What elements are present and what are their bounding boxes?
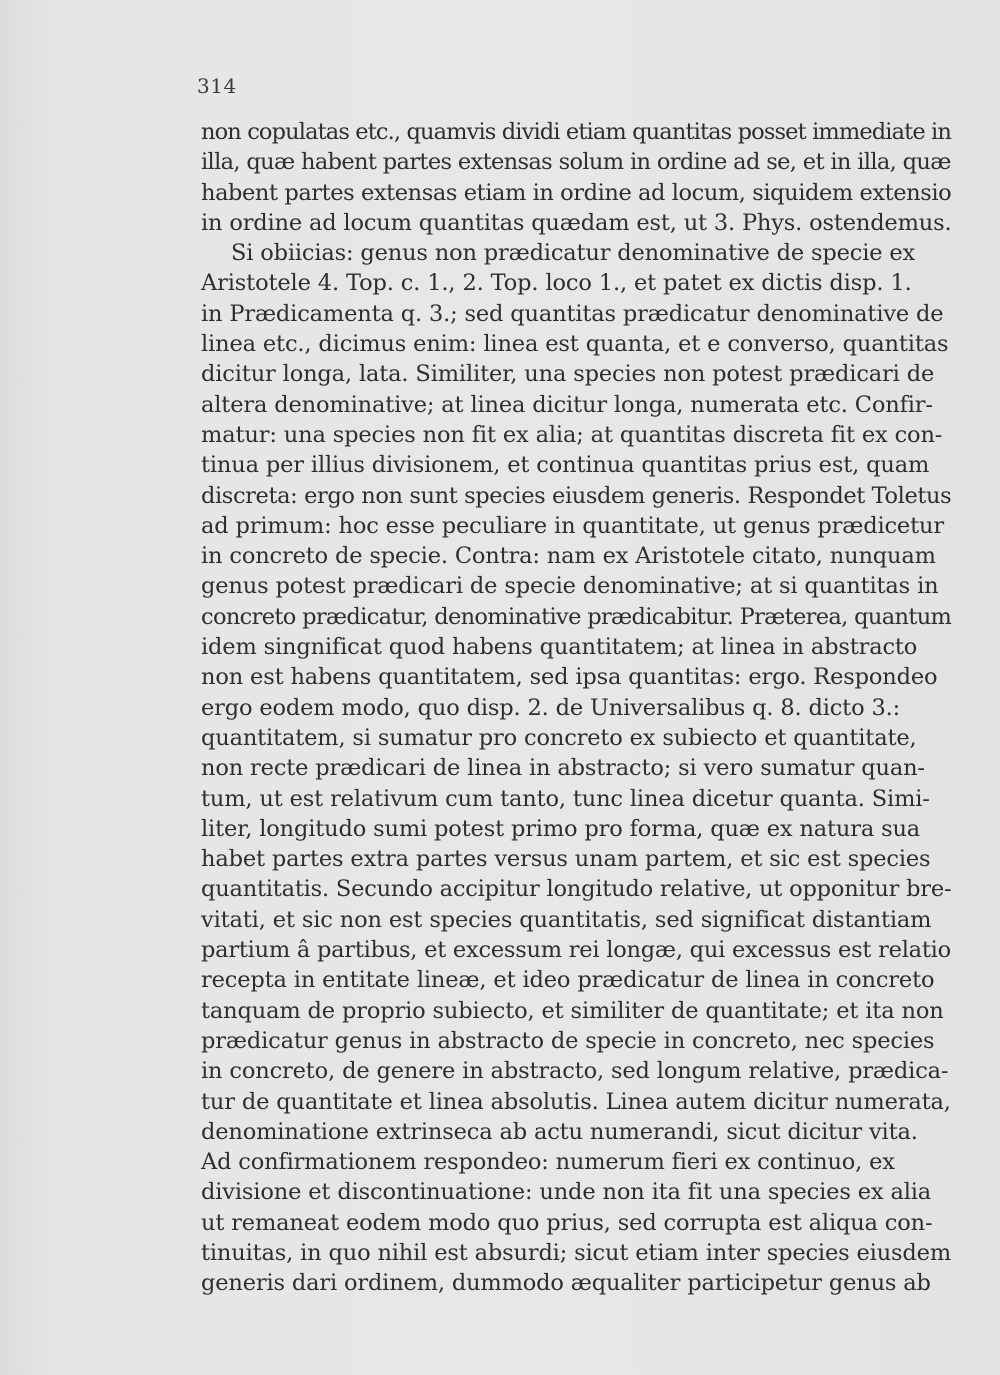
text-line: non recte prædicari de linea in abstracto; si vero sumatur quan- [201, 755, 925, 782]
text-line: linea etc., dicimus enim: linea est quanta, et e converso, quantitas [201, 331, 949, 358]
text-line: illa, quæ habent partes extensas solum in ordine ad se, et in illa, quæ [201, 149, 951, 176]
body-text [201, 117, 961, 1299]
text-line: tinua per illius divisionem, et continua quantitas prius est, quam [201, 452, 930, 479]
text-line: non copulatas etc., quamvis dividi etiam quantitas posset immediate in [201, 119, 952, 145]
text-line: habent partes extensas etiam in ordine ad locum, siquidem extensio [201, 179, 952, 206]
text-line: denominatione extrinseca ab actu numerandi, sicut dicitur vita. [201, 1118, 918, 1145]
text-line: in concreto, de genere in abstracto, sed longum relative, prædica- [201, 1058, 949, 1085]
text-line: Ad confirmationem respondeo: numerum fieri ex continuo, ex [201, 1149, 895, 1176]
text-line: recepta in entitate lineæ, et ideo prædicatur de linea in concreto [201, 967, 935, 994]
text-line: in Prædicamenta q. 3.; sed quantitas prædicatur denominative de [201, 300, 944, 327]
text-line: quantitatem, si sumatur pro concreto ex subiecto et quantitate, [201, 724, 917, 751]
text-line: ut remaneat eodem modo quo prius, sed corrupta est aliqua con- [201, 1209, 933, 1236]
text-line: liter, longitudo sumi potest primo pro forma, quæ ex natura sua [201, 815, 921, 842]
text-line: habet partes extra partes versus unam partem, et sic est species [201, 846, 931, 873]
text-line: partium â partibus, et excessum rei longæ, qui excessus est relatio [201, 937, 951, 964]
text-line: in ordine ad locum quantitas quædam est, ut 3. Phys. ostendemus. [201, 209, 952, 236]
text-line: tanquam de proprio subiecto, et similiter de quantitate; et ita non [201, 997, 944, 1024]
text-line: generis dari ordinem, dummodo æqualiter participetur genus ab [201, 1270, 931, 1297]
text-line: altera denominative; at linea dicitur longa, numerata etc. Confir- [201, 391, 933, 418]
text-line: tum, ut est relativum cum tanto, tunc linea dicetur quanta. Simi- [201, 785, 930, 812]
text-line: quantitatis. Secundo accipitur longitudo relative, ut opponitur bre- [201, 876, 952, 903]
text-line: divisione et discontinuatione: unde non ita fit una species ex alia [201, 1179, 932, 1206]
text-line: tur de quantitate et linea absolutis. Linea autem dicitur numerata, [201, 1088, 951, 1115]
text-line: Si obiicias: genus non prædicatur denominative de specie ex [231, 240, 916, 267]
text-line: Aristotele 4. Top. c. 1., 2. Top. loco 1., et patet ex dictis disp. 1. [201, 270, 912, 297]
text-line: dicitur longa, lata. Similiter, una species non potest prædicari de [201, 361, 935, 388]
text-line: concreto prædicatur, denominative prædicabitur. Præterea, quantum [201, 603, 952, 630]
text-line: tinuitas, in quo nihil est absurdi; sicut etiam inter species eiusdem [201, 1239, 951, 1266]
text-line: genus potest prædicari de specie denominative; at si quantitas in [201, 573, 939, 600]
text-line: in concreto de specie. Contra: nam ex Aristotele citato, nunquam [201, 543, 936, 570]
text-line: ergo eodem modo, quo disp. 2. de Universalibus q. 8. dicto 3.: [201, 694, 901, 721]
page-number: 314 [197, 74, 237, 98]
text-line: vitati, et sic non est species quantitatis, sed significat distantiam [201, 906, 932, 933]
text-line: matur: una species non fit ex alia; at quantitas discreta fit ex con- [201, 421, 943, 448]
text-line: discreta: ergo non sunt species eiusdem generis. Respondet Toletus [201, 482, 952, 509]
text-line: prædicatur genus in abstracto de specie in concreto, nec species [201, 1027, 935, 1054]
text-line: idem singnificat quod habens quantitatem; at linea in abstracto [201, 634, 918, 661]
text-line: non est habens quantitatem, sed ipsa quantitas: ergo. Respondeo [201, 664, 938, 691]
text-line: ad primum: hoc esse peculiare in quantitate, ut genus prædicetur [201, 512, 944, 539]
